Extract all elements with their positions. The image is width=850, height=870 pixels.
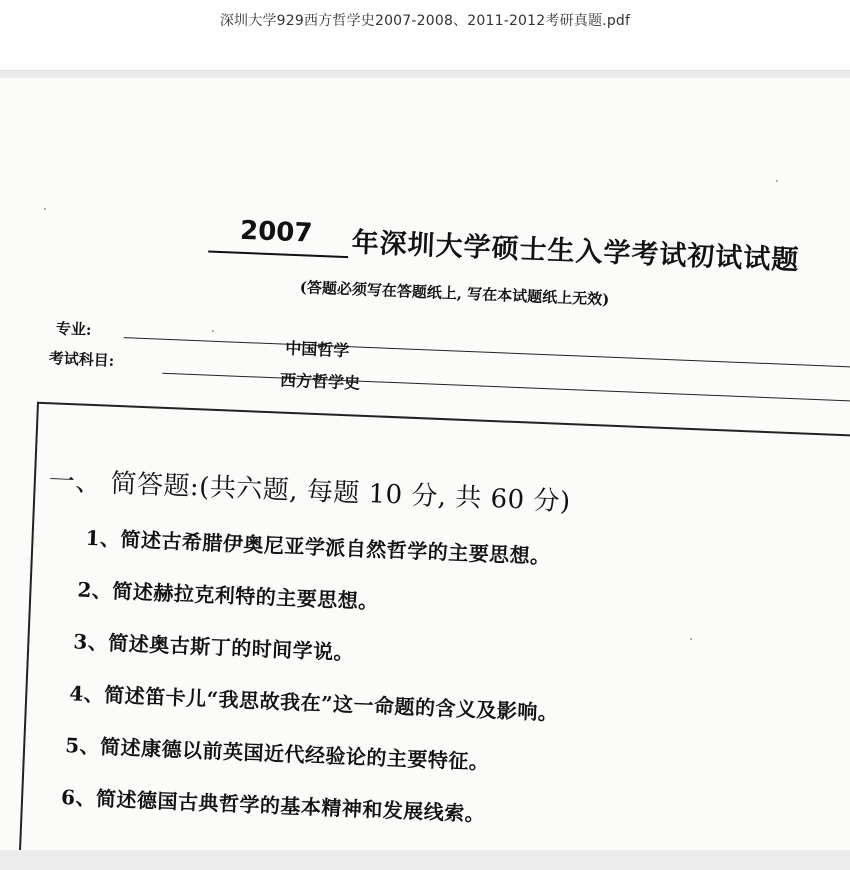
question-item: 6、简述德国古典哲学的基本精神和发展线索。	[60, 785, 486, 827]
pdf-page[interactable]	[0, 78, 850, 850]
scanned-exam-sheet	[0, 78, 850, 850]
question-item: 1、简述古希腊伊奥尼亚学派自然哲学的主要思想。	[85, 525, 552, 569]
exam-year: 2007	[239, 215, 313, 249]
major-value: 中国哲学	[285, 338, 350, 361]
section-heading: 一、 简答题:(共六题, 每题 10 分, 共 60 分)	[48, 466, 572, 518]
question-item: 5、简述康德以前英国近代经验论的主要特征。	[64, 733, 490, 775]
question-item: 4、简述笛卡儿“我思故我在”这一命题的含义及影响。	[68, 681, 559, 725]
exam-note: (答题必须写在答题纸上, 写在本试题纸上无效)	[299, 278, 610, 309]
subject-value: 西方哲学史	[279, 370, 361, 393]
major-underline	[124, 335, 850, 368]
viewer-header	[0, 0, 850, 71]
question-item: 3、简述奥古斯丁的时间学说。	[72, 629, 355, 665]
question-item: 2、简述赫拉克利特的主要思想。	[77, 577, 380, 614]
exam-title: 年深圳大学硕士生入学考试初试试题	[351, 227, 800, 277]
major-label: 专业:	[55, 319, 92, 339]
page-gap	[0, 71, 850, 77]
page-gap-bottom	[0, 850, 850, 870]
file-title: 深圳大学929西方哲学史2007-2008、2011-2012考研真题.pdf	[219, 13, 631, 29]
subject-label: 考试科目:	[48, 349, 115, 370]
subject-underline	[162, 371, 850, 403]
